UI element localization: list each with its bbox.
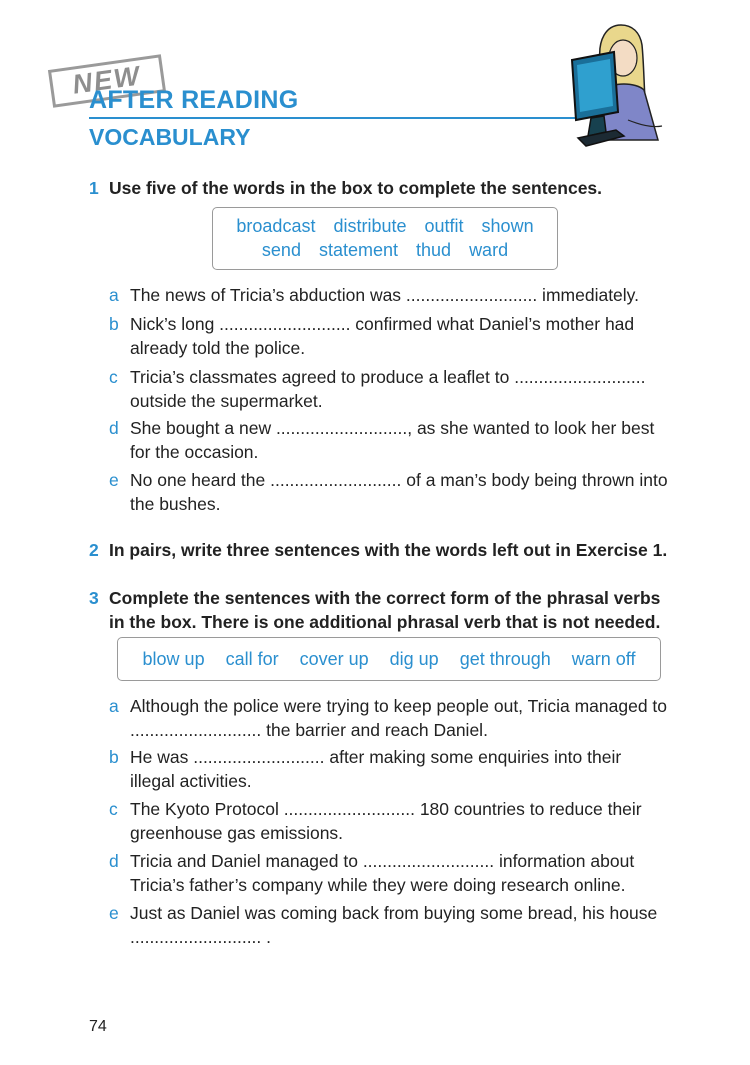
word-box-item: ward	[469, 240, 509, 260]
word-box-item: shown	[481, 216, 534, 236]
girl-at-computer-illustration	[566, 20, 686, 150]
phrasal-verb-item: dig up	[389, 649, 439, 669]
exercise-1-instruction: 1 Use five of the words in the box to complete the sentences.	[89, 178, 603, 198]
phrasal-verb-item: call for	[225, 649, 279, 669]
phrasal-verb-item: cover up	[299, 649, 369, 669]
word-box-item: broadcast	[236, 216, 316, 236]
new-badge: NEW	[48, 54, 166, 107]
section-subtitle: VOCABULARY	[89, 124, 251, 150]
word-box-item: outfit	[424, 216, 464, 236]
word-box-1	[212, 207, 558, 270]
exercise-3-instruction: 3 Complete the sentences with the correct form of the phrasal verbs in the box. There is one additional phrasal verb that is not needed.	[89, 588, 661, 632]
page-number: 74	[89, 1018, 107, 1035]
word-box-item: thud	[416, 240, 452, 260]
phrasal-verb-box	[117, 637, 661, 681]
word-box-item: distribute	[333, 216, 407, 236]
phrasal-verb-item: blow up	[142, 649, 205, 669]
exercise-2-instruction: 2 In pairs, write three sentences with the words left out in Exercise 1.	[89, 540, 668, 560]
phrasal-verb-item: get through	[459, 649, 551, 669]
page-title: AFTER READING	[89, 86, 299, 114]
word-box-item: statement	[318, 240, 399, 260]
phrasal-verb-item: warn off	[571, 649, 636, 669]
title-rule	[89, 117, 584, 119]
word-box-item: send	[261, 240, 301, 260]
